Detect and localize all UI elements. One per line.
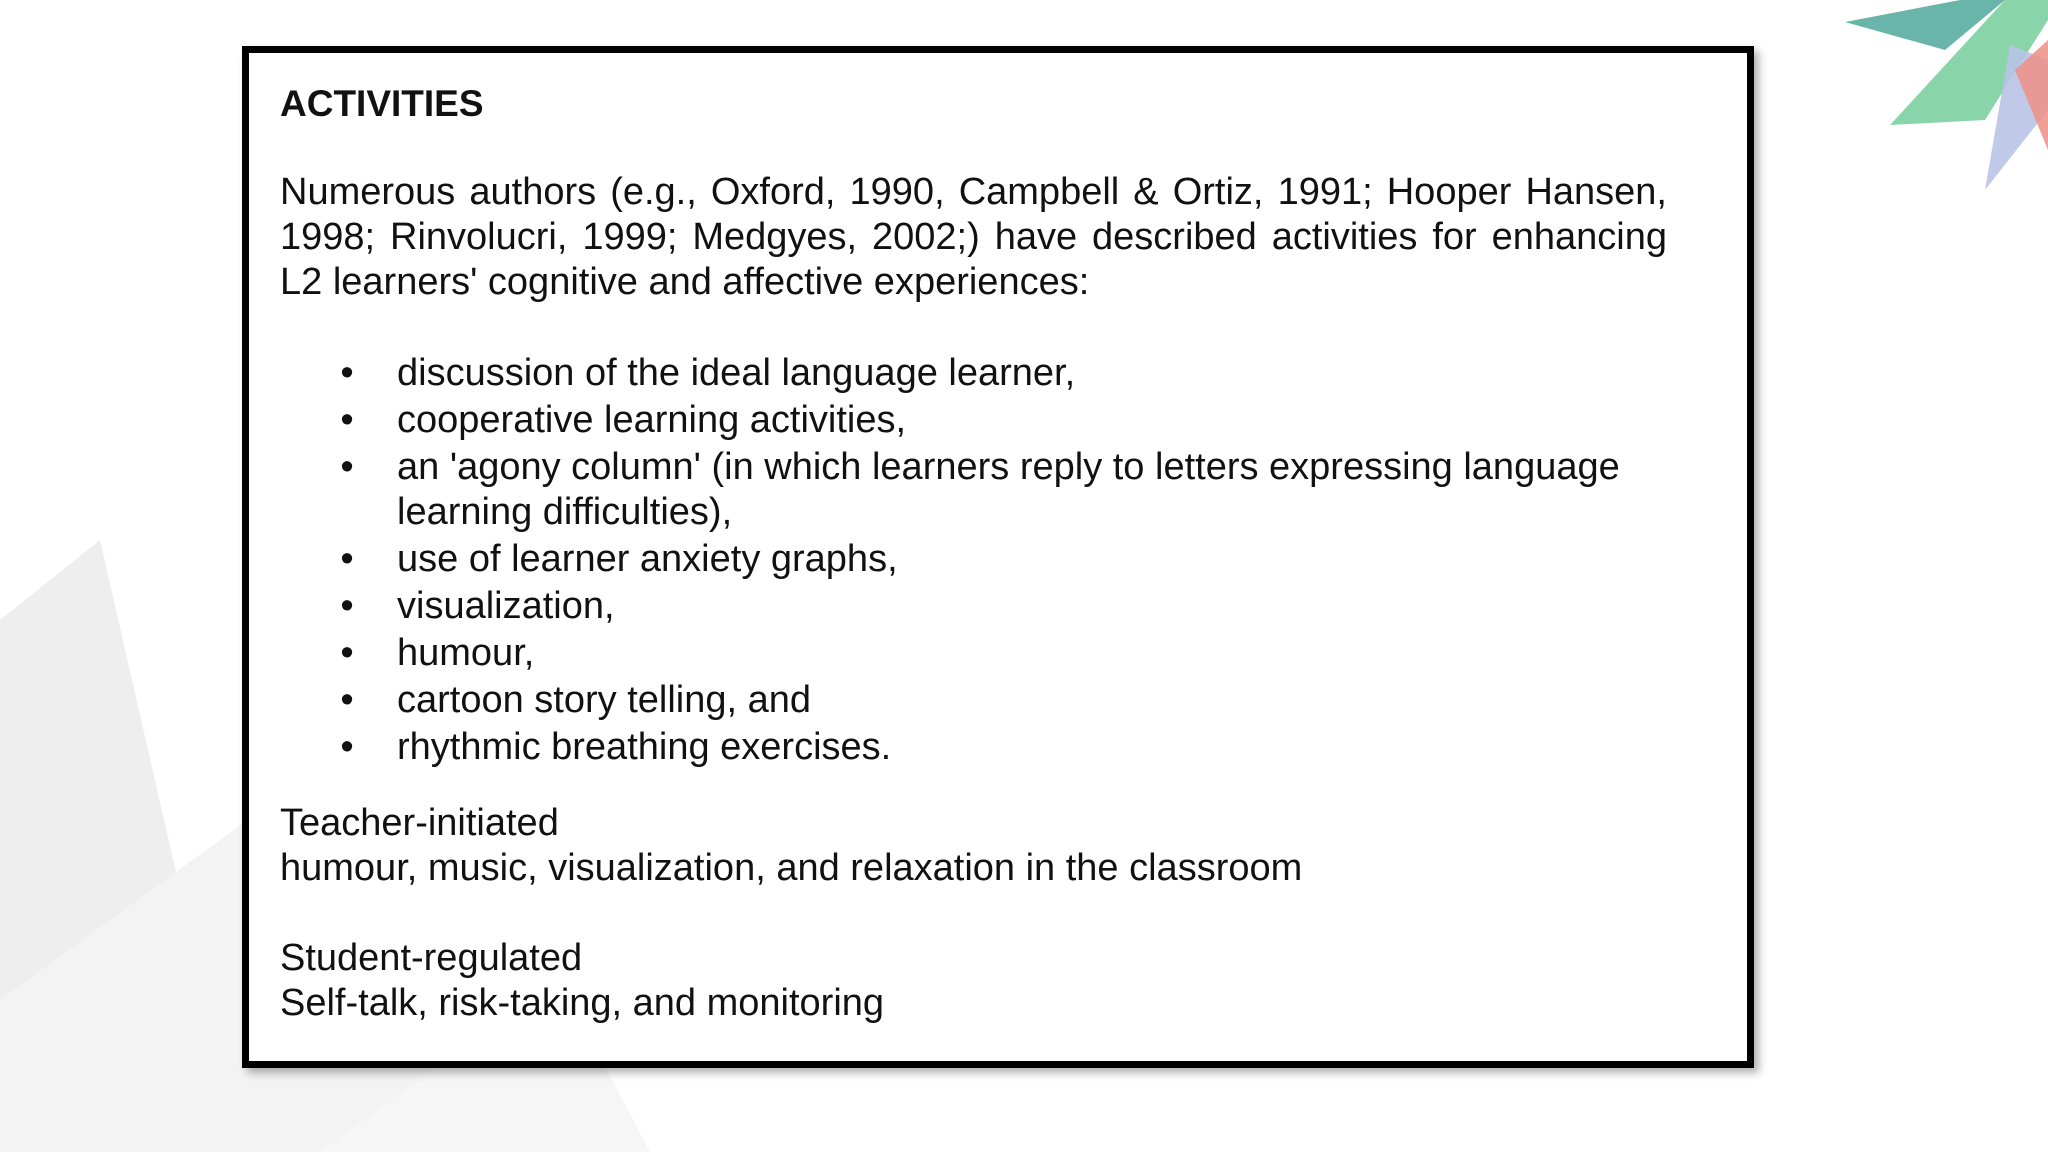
student-regulated-section [280,936,1667,1026]
teacher-initiated-text: humour, music, visualization, and relaxation in the classroom [280,847,1303,889]
list-item-text: cooperative learning activities, [397,399,907,441]
list-item [280,584,1667,629]
bullet-icon: • [340,632,354,674]
list-item [280,398,1667,443]
intro-paragraph: Numerous authors (e.g., Oxford, 1990, Campbell & Ortiz, 1991; Hooper Hansen, 1998; Rinvolucri, 1999; Medgyes, 2002;) have described activities for enhancing L2 learners' cognitive and affective experiences: [280,171,1667,303]
bullet-icon: • [340,538,354,580]
list-item-text: discussion of the ideal language learner, [397,352,1076,394]
bullet-icon: • [340,446,354,488]
student-regulated-title: Student-regulated [280,937,583,979]
list-item-text: humour, [397,632,535,674]
activities-panel [242,46,1754,1068]
student-regulated-text: Self-talk, risk-taking, and monitoring [280,982,885,1024]
bullet-icon: • [340,399,354,441]
list-item-text: visualization, [397,585,615,627]
list-item [280,631,1667,676]
bullet-icon: • [340,679,354,721]
list-item-text: rhythmic breathing exercises. [397,726,892,768]
list-item [280,678,1667,723]
teacher-initiated-title: Teacher-initiated [280,802,559,844]
teacher-initiated-section [280,801,1667,891]
bullet-icon: • [340,726,354,768]
list-item [280,445,1667,535]
list-item [280,725,1667,770]
activities-list [280,351,1667,770]
list-item-text: an 'agony column' (in which learners reply to letters expressing language learning difficulties), [397,446,1620,533]
bullet-icon: • [340,585,354,627]
panel-content [280,81,1667,1071]
list-item-text: use of learner anxiety graphs, [397,538,898,580]
list-item-text: cartoon story telling, and [397,679,812,721]
bullet-icon: • [340,352,354,394]
list-item [280,351,1667,396]
page-title: ACTIVITIES [280,83,484,124]
list-item [280,537,1667,582]
